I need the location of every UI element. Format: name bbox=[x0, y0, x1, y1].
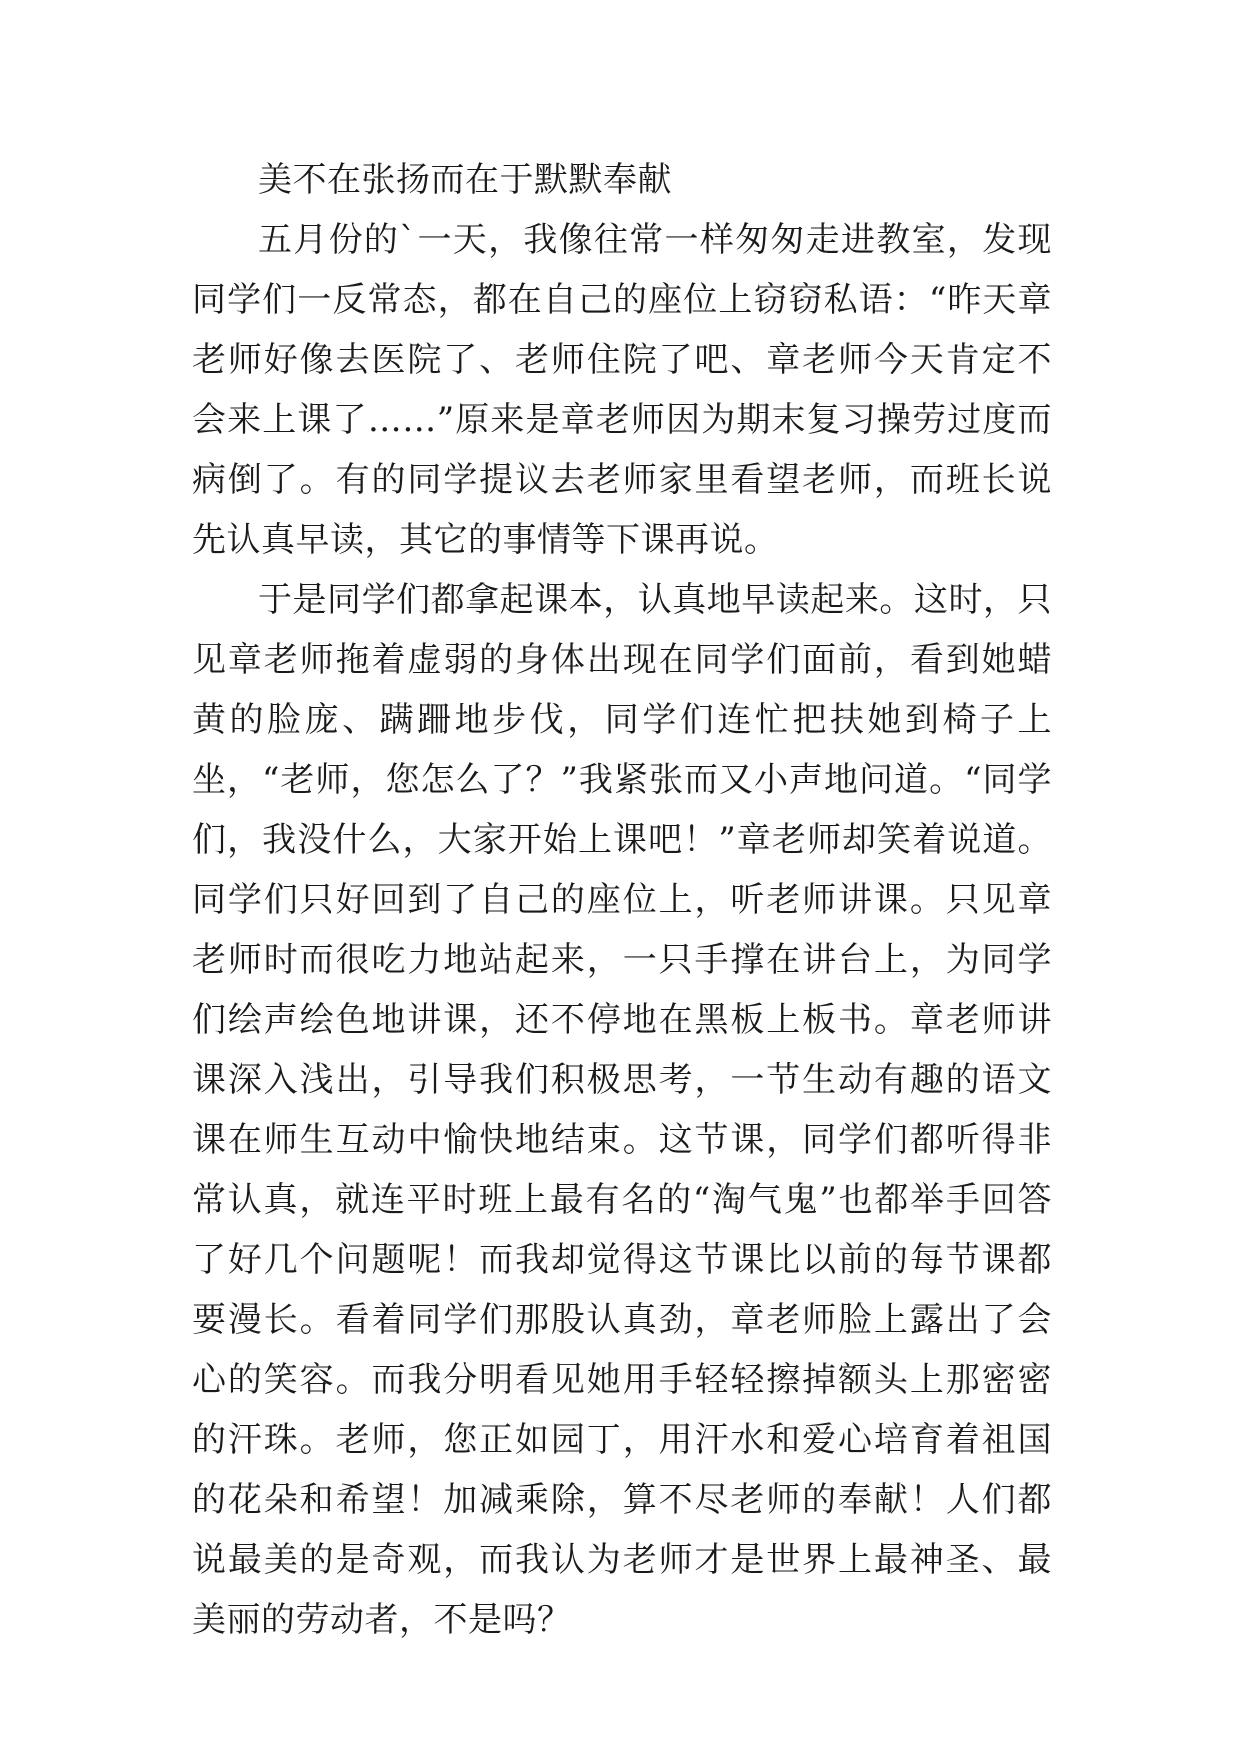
document-page bbox=[192, 150, 1052, 1650]
paragraph-1: 五月份的`一天，我像往常一样匆匆走进教室，发现同学们一反常态，都在自己的座位上窃窃私语：“昨天章老师好像去医院了、老师住院了吧、章老师今天肯定不会来上课了……”原来是章老师因为期末复习操劳过度而病倒了。有的同学提议去老师家里看望老师，而班长说先认真早读，其它的事情等下课再说。 bbox=[192, 220, 1052, 560]
paragraph-2: 于是同学们都拿起课本，认真地早读起来。这时，只见章老师拖着虚弱的身体出现在同学们面前，看到她蜡黄的脸庞、蹒跚地步伐，同学们连忙把扶她到椅子上坐，“老师，您怎么了？”我紧张而又小声地问道。“同学们，我没什么，大家开始上课吧！”章老师却笑着说道。同学们只好回到了自己的座位上，听老师讲课。只见章老师时而很吃力地站起来，一只手撑在讲台上，为同学们绘声绘色地讲课，还不停地在黑板上板书。章老师讲课深入浅出，引导我们积极思考，一节生动有趣的语文课在师生互动中愉快地结束。这节课，同学们都听得非常认真，就连平时班上最有名的“淘气鬼”也都举手回答了好几个问题呢！而我却觉得这节课比以前的每节课都要漫长。看着同学们那股认真劲，章老师脸上露出了会心的笑容。而我分明看见她用手轻轻擦掉额头上那密密的汗珠。老师，您正如园丁，用汗水和爱心培育着祖国的花朵和希望！加减乘除，算不尽老师的奉献！人们都说最美的是奇观，而我认为老师才是世界上最神圣、最美丽的劳动者，不是吗？ bbox=[192, 580, 1052, 1640]
document-title: 美不在张扬而在于默默奉献 bbox=[258, 160, 672, 200]
